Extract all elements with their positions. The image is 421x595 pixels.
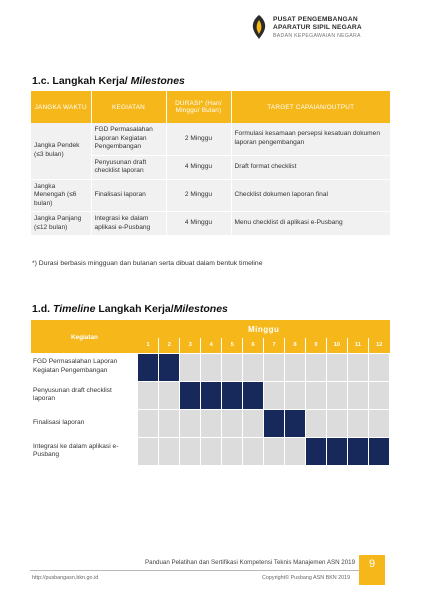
week-header-7: 7 (264, 338, 285, 353)
gantt-cell-empty (222, 437, 243, 465)
section-d-italic2: Milestones (173, 303, 228, 315)
header-durasi: DURASI* (Hari/ Minggu/ Bulan) (166, 91, 231, 123)
gantt-row (31, 381, 390, 409)
footer-divider (30, 570, 359, 571)
table-row (31, 179, 390, 212)
section-title-timeline (32, 303, 232, 315)
cell-target: Checklist dokumen laporan final (231, 179, 390, 212)
week-header-4: 4 (201, 338, 222, 353)
gantt-cell-active (306, 437, 327, 465)
garuda-emblem-icon (249, 14, 269, 40)
gantt-cell-active (368, 437, 389, 465)
gantt-cell-empty (243, 409, 264, 437)
cell-durasi: 4 Minggu (166, 212, 231, 236)
week-header-12: 12 (368, 338, 389, 353)
gantt-cell-empty (201, 437, 222, 465)
week-header-3: 3 (180, 338, 201, 353)
duration-footnote: *) Durasi berbasis mingguan dan bulanan serta dibuat dalam bentuk timeline (32, 260, 263, 267)
week-header-1: 1 (138, 338, 159, 353)
cell-jangka: Jangka Menengah (≤6 bulan) (31, 179, 91, 212)
gantt-cell-empty (285, 381, 306, 409)
footer-title: Panduan Pelatihan dan Sertifikasi Kompetensi Teknis Manajemen ASN 2019 (145, 559, 356, 566)
gantt-cell-empty (159, 381, 180, 409)
gantt-activity-label: Penyusunan draft checklist laporan (31, 381, 138, 409)
gantt-cell-empty (243, 353, 264, 381)
cell-durasi: 4 Minggu (166, 155, 231, 179)
gantt-cell-empty (159, 437, 180, 465)
week-header-5: 5 (222, 338, 243, 353)
footer-copyright: Copyright© Pusbang ASN BKN 2019 (262, 575, 351, 581)
gantt-cell-active (159, 353, 180, 381)
section-c-italic: Milestones (130, 75, 185, 87)
cell-target: Menu checklist di aplikasi e-Pusbang (231, 212, 390, 236)
week-header-11: 11 (347, 338, 368, 353)
gantt-cell-empty (180, 353, 201, 381)
gantt-header-row (31, 320, 390, 338)
gantt-cell-empty (201, 409, 222, 437)
cell-durasi: 2 Minggu (166, 179, 231, 212)
gantt-row (31, 353, 390, 381)
gantt-activity-label: Finalisasi laporan (31, 409, 138, 437)
gantt-cell-empty (368, 381, 389, 409)
gantt-cell-empty (347, 381, 368, 409)
table-row (31, 212, 390, 236)
gantt-cell-active (138, 353, 159, 381)
gantt-cell-empty (306, 353, 327, 381)
gantt-cell-active (285, 409, 306, 437)
gantt-cell-empty (326, 409, 347, 437)
week-header-8: 8 (285, 338, 306, 353)
gantt-cell-empty (138, 437, 159, 465)
gantt-cell-empty (306, 409, 327, 437)
footer-url: http://pusbangasn.bkn.go.id (32, 575, 99, 581)
milestones-header-row (31, 91, 390, 123)
page-number: 9 (368, 558, 376, 570)
pusbang-asn-logo (249, 14, 409, 48)
cell-durasi: 2 Minggu (166, 123, 231, 155)
gantt-cell-empty (222, 409, 243, 437)
timeline-gantt-table (31, 320, 390, 466)
cell-jangka: Jangka Pendek (≤3 bulan) (31, 123, 91, 179)
cell-kegiatan: Finalisasi laporan (91, 179, 166, 212)
gantt-cell-empty (264, 437, 285, 465)
header-kegiatan: KEGIATAN (91, 91, 166, 123)
cell-jangka: Jangka Panjang (≤12 bulan) (31, 212, 91, 236)
header-target: TARGET CAPAIAN/OUTPUT (231, 91, 390, 123)
week-header-6: 6 (243, 338, 264, 353)
gantt-cell-empty (180, 409, 201, 437)
section-d-middle: Langkah Kerja/ (95, 303, 174, 315)
gantt-cell-active (264, 409, 285, 437)
gantt-cell-active (201, 381, 222, 409)
gantt-cell-empty (326, 353, 347, 381)
gantt-cell-empty (285, 437, 306, 465)
gantt-row (31, 409, 390, 437)
gantt-cell-active (347, 437, 368, 465)
cell-kegiatan: Integrasi ke dalam aplikasi e-Pusbang (91, 212, 166, 236)
gantt-cell-empty (347, 409, 368, 437)
cell-kegiatan: FGD Permasalahan Laporan Kegiatan Pengembangan (91, 123, 166, 155)
header-kegiatan-gantt: Kegiatan (31, 320, 138, 353)
gantt-cell-active (243, 381, 264, 409)
gantt-cell-empty (201, 353, 222, 381)
section-title-milestones (32, 75, 185, 87)
gantt-cell-empty (264, 381, 285, 409)
table-row (31, 123, 390, 155)
milestones-table (31, 91, 390, 236)
gantt-cell-empty (285, 353, 306, 381)
gantt-row (31, 437, 390, 465)
gantt-cell-empty (138, 409, 159, 437)
gantt-cell-empty (159, 409, 180, 437)
gantt-cell-empty (306, 381, 327, 409)
header-minggu: Minggu (138, 320, 390, 338)
week-header-10: 10 (326, 338, 347, 353)
gantt-cell-empty (264, 353, 285, 381)
gantt-cell-active (180, 381, 201, 409)
logo-title-line1: PUSAT PENGEMBANGAN (273, 16, 358, 23)
gantt-cell-empty (138, 381, 159, 409)
week-header-9: 9 (306, 338, 327, 353)
gantt-cell-active (222, 381, 243, 409)
gantt-cell-empty (222, 353, 243, 381)
cell-target: Formulasi kesamaan persepsi kesatuan dokumen laporan pengembangan (231, 123, 390, 155)
section-c-prefix: 1.c. Langkah Kerja/ (32, 75, 131, 87)
gantt-cell-empty (368, 409, 389, 437)
gantt-cell-active (326, 437, 347, 465)
gantt-cell-empty (347, 353, 368, 381)
logo-title-line2: APARATUR SIPIL NEGARA (273, 24, 362, 31)
section-d-prefix: 1.d. (32, 303, 54, 315)
gantt-cell-empty (368, 353, 389, 381)
gantt-cell-empty (243, 437, 264, 465)
cell-kegiatan: Penyusunan draft checklist laporan (91, 155, 166, 179)
header-jangka-waktu: JANGKA WAKTU (31, 91, 91, 123)
cell-target: Draft format checklist (231, 155, 390, 179)
week-header-2: 2 (159, 338, 180, 353)
section-d-italic: Timeline (53, 303, 96, 315)
logo-subtitle: BADAN KEPEGAWAIAN NEGARA (273, 33, 361, 39)
gantt-activity-label: Integrasi ke dalam aplikasi e-Pusbang (31, 437, 138, 465)
gantt-cell-empty (180, 437, 201, 465)
gantt-cell-empty (326, 381, 347, 409)
gantt-activity-label: FGD Permasalahan Laporan Kegiatan Pengembangan (31, 353, 138, 381)
